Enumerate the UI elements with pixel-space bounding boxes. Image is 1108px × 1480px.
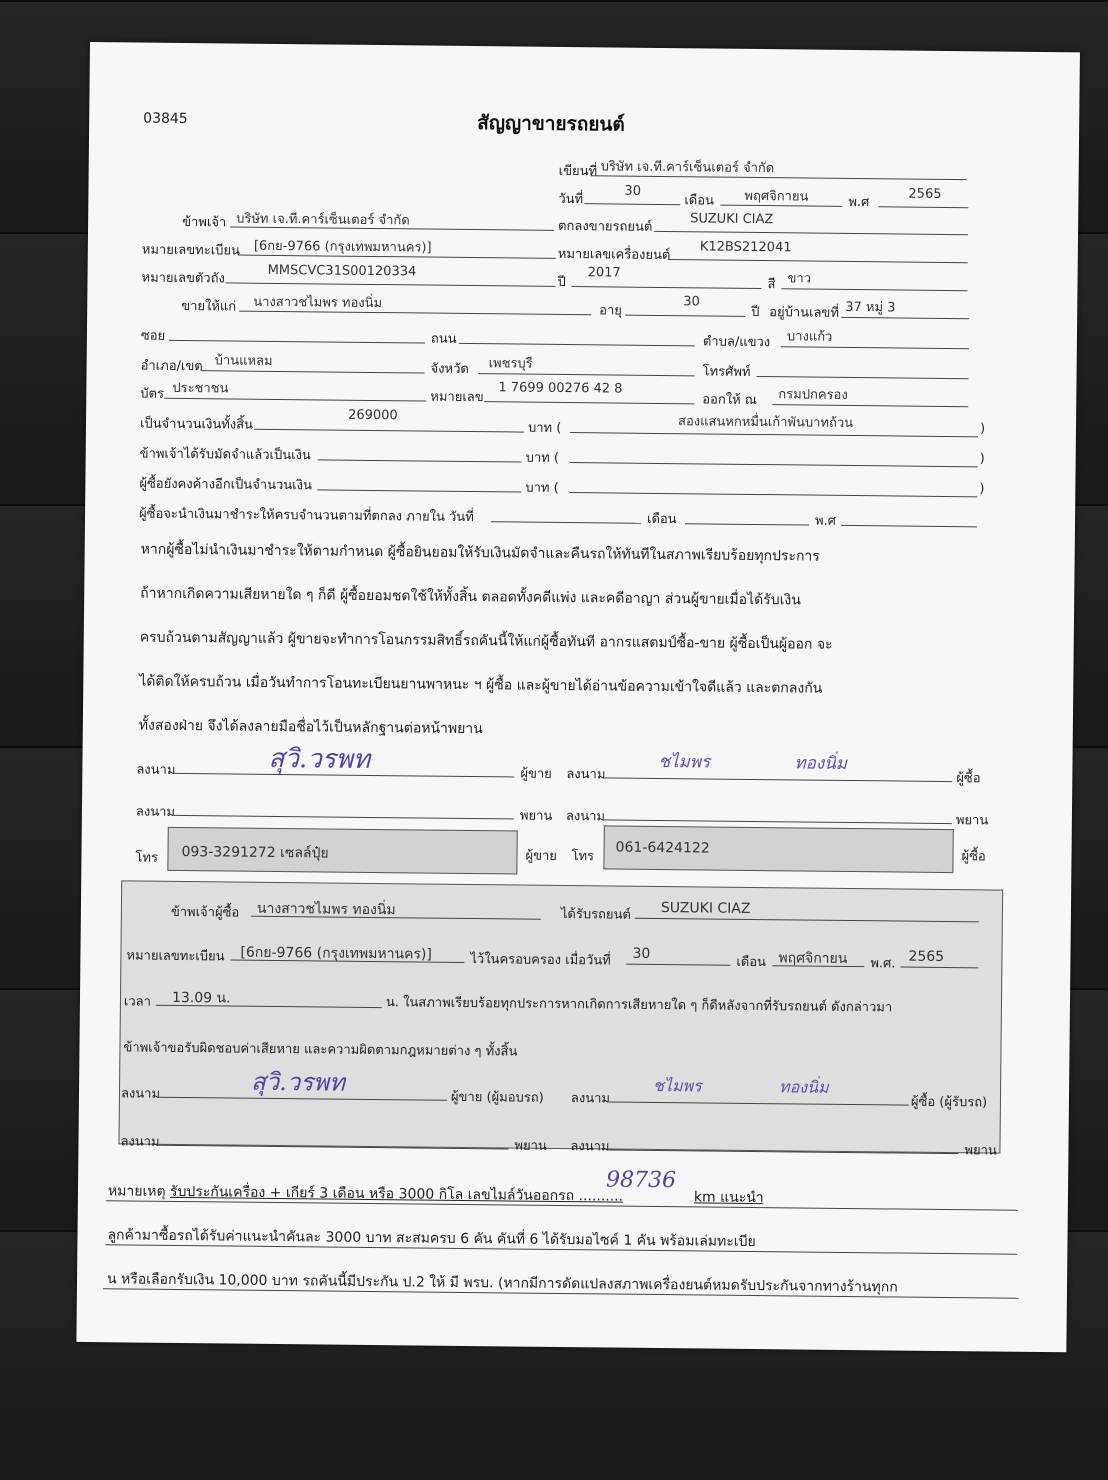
sign-label: ลงนาม (565, 809, 606, 825)
subdistrict-value: บางแก้ว (786, 329, 833, 345)
written-at-value: บริษัท เจ.ที.คาร์เซ็นเตอร์ จำกัด (600, 159, 775, 177)
month-label: เดือน (684, 193, 715, 209)
receipt-buyer-label: ข้าพเจ้าผู้ซื้อ (170, 904, 240, 921)
notes-label: หมายเหตุ (107, 1183, 166, 1200)
witness-role: พยาน (955, 813, 989, 829)
receipt-buyer-signature-last: ทองนิ่ม (778, 1077, 829, 1097)
buyer-role: ผู้ซื้อ (956, 771, 981, 787)
district-value: บ้านแหลม (214, 353, 273, 369)
soi-label: ซอย (140, 328, 166, 344)
chassis-label: หมายเลขตัวถัง (141, 270, 225, 287)
terms-line: หากผู้ซื้อไม่นำเงินมาชำระให้ตามกำหนด ผู้ซื้อยินยอมให้รับเงินมัดจำและคืนรถให้ทันทีในสภาพเรียบร้อยทุกประการ (140, 541, 820, 565)
total-text: สองแสนหกหมื่นเก้าพันบาทถ้วน (677, 414, 854, 432)
receipt-time: 13.09 น. (171, 989, 231, 1007)
terms-line: ทั้งสองฝ่าย จึงได้ลงลายมือชื่อไว้เป็นหลักฐานต่อหน้าพยาน (138, 717, 483, 738)
id-label: หมายเลข (430, 389, 484, 406)
notes-line-2: ลูกค้ามาซื้อรถได้รับค่าแนะนำคันละ 3000 บาท สะสมครบ 6 คัน คันที่ 6 ได้รับมอไซค์ 1 คัน พร้อมเล่มทะเบีย (107, 1227, 756, 1251)
color-value: ขาว (787, 271, 812, 287)
seller-role: ผู้ขาย (525, 848, 557, 864)
color-label: สี (767, 277, 776, 293)
buyer-signature-first: ชไมพร (658, 751, 711, 773)
seller-name: บริษัท เจ.ที.คาร์เซ็นเตอร์ จำกัด (236, 211, 410, 229)
liability-text: ข้าพเจ้าขอรับผิดชอบค่าเสียหาย และความผิดตามกฎหมายต่าง ๆ ทั้งสิ้น (123, 1040, 518, 1060)
engine-value: K12BS212041 (699, 239, 792, 256)
chassis-value: MMSCVC31S00120334 (267, 262, 417, 280)
document-number: 03845 (143, 110, 188, 128)
card-label: บัตร (140, 386, 165, 402)
total-value: 269000 (348, 407, 398, 424)
notes-line-1: รับประกันเครื่อง + เกียร์ 3 เดือน หรือ 3000 กิโล เลขไมล์วันออกรถ .......... (169, 1183, 624, 1205)
province-value: เพชรบุรี (488, 356, 533, 372)
sign-label: ลงนาม (136, 762, 176, 778)
car-year-value: 2017 (587, 265, 621, 281)
sign-label: ลงนาม (566, 767, 606, 783)
notes-line-1-suffix: km แนะนำ (693, 1189, 764, 1207)
buyer-signature-last: ทองนิ่ม (794, 753, 848, 774)
seller-signature: สุวิ.วรพท (268, 743, 371, 775)
written-at-label: เขียนที่ (558, 163, 598, 180)
deposit-label: ข้าพเจ้าได้รับมัดจำแล้วเป็นเงิน (139, 446, 311, 464)
subdistrict-label: ตำบล/แขวง (702, 334, 771, 351)
close-paren: ) (979, 451, 985, 467)
age-value: 30 (683, 294, 700, 310)
sell-to-label: ขายให้แก่ (181, 298, 237, 315)
terms-line: ได้ติดให้ครบถ้วน เมื่อวันทำการโอนทะเบียนยานพาหนะ ฯ ผู้ซื้อ และผู้ขายได้อ่านข้อความเข้าใจดีแล้ว และตกลงกัน (139, 673, 823, 697)
phone-label: โทรศัพท์ (702, 364, 751, 380)
buyer-role: ผู้ซื้อ (961, 849, 986, 865)
year-value: 2565 (908, 186, 942, 202)
receipt-month: พฤศจิกายน (778, 950, 848, 967)
baht-open: บาท ( (525, 450, 560, 466)
month-value: พฤศจิกายน (744, 188, 809, 205)
witness-role: พยาน (964, 1143, 997, 1159)
time-label: เวลา (123, 994, 152, 1010)
seller-phone: 093-3291272 เซลล์ปุ๋ย (181, 844, 329, 862)
engine-label: หมายเลขเครื่องยนต์ (557, 246, 671, 264)
due-year-label: พ.ศ (814, 513, 837, 529)
time-suffix: น. ในสภาพเรียบร้อยทุกประการหากเกิดการเสียหายใด ๆ ก็ดีหลังจากที่รับรถยนต์ ดังกล่าวมา (385, 995, 893, 1016)
phone-label: โทร (135, 850, 159, 866)
province-label: จังหวัด (430, 361, 469, 377)
receipt-year: 2565 (908, 948, 945, 965)
possess-label: ไว้ในครอบครอง เมื่อวันที่ (470, 952, 611, 969)
agree-label: ตกลงขายรถยนต์ (558, 218, 653, 235)
car-year-label: ปี (557, 274, 566, 290)
id-value: 1 7699 00276 42 8 (498, 380, 623, 397)
phone-label: โทร (571, 849, 595, 865)
receipt-buyer-signature-first: ชไมพร (653, 1075, 702, 1096)
receipt-month-label: เดือน (736, 954, 767, 971)
close-paren: ) (979, 481, 985, 497)
baht-open: บาท ( (527, 420, 562, 436)
terms-line: ถ้าหากเกิดความเสียหายใด ๆ ก็ดี ผู้ซื้อยอมชดใช้ให้ทั้งสิ้น ตลอดทั้งคดีแพ่ง และคดีอาญา ส่วนผู้ขายเมื่อได้รับเงิน (140, 585, 801, 609)
sign-label: ลงนาม (120, 1134, 160, 1150)
age-label: อายุ (599, 303, 623, 319)
due-label: ผู้ซื้อจะนำเงินมาชำระให้ครบจำนวนตามที่ตกลง ภายใน วันที่ (138, 506, 474, 526)
car-model: SUZUKI CIAZ (690, 211, 774, 228)
received-label: ได้รับรถยนต์ (560, 906, 631, 923)
buyer-phone: 061-6424122 (615, 839, 710, 857)
baht-open: บาท ( (525, 480, 559, 496)
sign-label: ลงนาม (570, 1139, 610, 1155)
buyer-name: นางสาวชไมพร ทองนิ่ม (253, 294, 383, 312)
reg-label: หมายเลขทะเบียน (141, 242, 241, 259)
receipt-reg-label: หมายเลขทะเบียน (126, 948, 225, 965)
notes-line-3: น หรือเลือกรับเงิน 10,000 บาท รถคันนี้มีประกัน ป.2 ให้ มี พรบ. (หากมีการดัดแปลงสภาพเครื่องยนต์หมดรับประกันจากทางร้านทุกก (106, 1271, 898, 1296)
receipt-seller-role: ผู้ขาย (ผู้มอบรถ) (450, 1089, 544, 1106)
receipt-seller-signature: สุวิ.วรพท (250, 1067, 346, 1097)
receipt-reg: [6กย-9766 (กรุงเทพมหานคร)] (240, 944, 432, 963)
document-title: สัญญาขายรถยนต์ (477, 112, 625, 136)
total-label: เป็นจำนวนเงินทั้งสิ้น (139, 416, 254, 433)
receipt-day: 30 (632, 945, 651, 962)
sign-label: ลงนาม (135, 804, 176, 820)
year-label: พ.ศ (848, 194, 870, 211)
card-value: ประชาชน (172, 380, 229, 397)
receipt-year-label: พ.ศ. (870, 956, 896, 972)
seller-role: ผู้ขาย (520, 766, 552, 782)
receipt-buyer-role: ผู้ซื้อ (ผู้รับรถ) (910, 1094, 988, 1111)
remain-label: ผู้ซื้อยังคงค้างอีกเป็นจำนวนเงิน (139, 476, 312, 494)
seller-label: ข้าพเจ้า (182, 214, 227, 231)
contract-paper (76, 42, 1080, 1352)
terms-line: ครบถ้วนตามสัญญาแล้ว ผู้ขายจะทำการโอนกรรมสิทธิ์รถคันนี้ให้แก่ผู้ซื้อทันที อากรแสตมป์ซื้อ-ขาย ผู้ซื้อเป็นผู้ออก จะ (139, 629, 833, 653)
address-label: อยู่บ้านเลขที่ (769, 305, 840, 321)
address-value: 37 หมู่ 3 (845, 299, 896, 316)
mileage-handwritten: 98736 (605, 1167, 677, 1194)
issued-label: ออกให้ ณ (702, 392, 757, 409)
issued-value: กรมปกครอง (778, 387, 848, 403)
due-month-label: เดือน (646, 511, 677, 528)
receipt-buyer-name: นางสาวชไมพร ทองนิ่ม (256, 900, 396, 919)
sign-label: ลงนาม (120, 1086, 161, 1102)
district-label: อำเภอ/เขต (140, 358, 203, 375)
witness-role: พยาน (519, 808, 553, 824)
receipt-car: SUZUKI CIAZ (660, 900, 751, 917)
close-paren: ) (979, 421, 986, 437)
witness-role: พยาน (514, 1138, 547, 1154)
reg-value: [6กย-9766 (กรุงเทพมหานคร)] (253, 238, 432, 256)
sign-label: ลงนาม (570, 1091, 611, 1107)
day-label: วันที่ (558, 191, 584, 208)
age-unit: ปี (751, 304, 760, 321)
day-value: 30 (624, 183, 642, 199)
road-label: ถนน (430, 331, 457, 347)
